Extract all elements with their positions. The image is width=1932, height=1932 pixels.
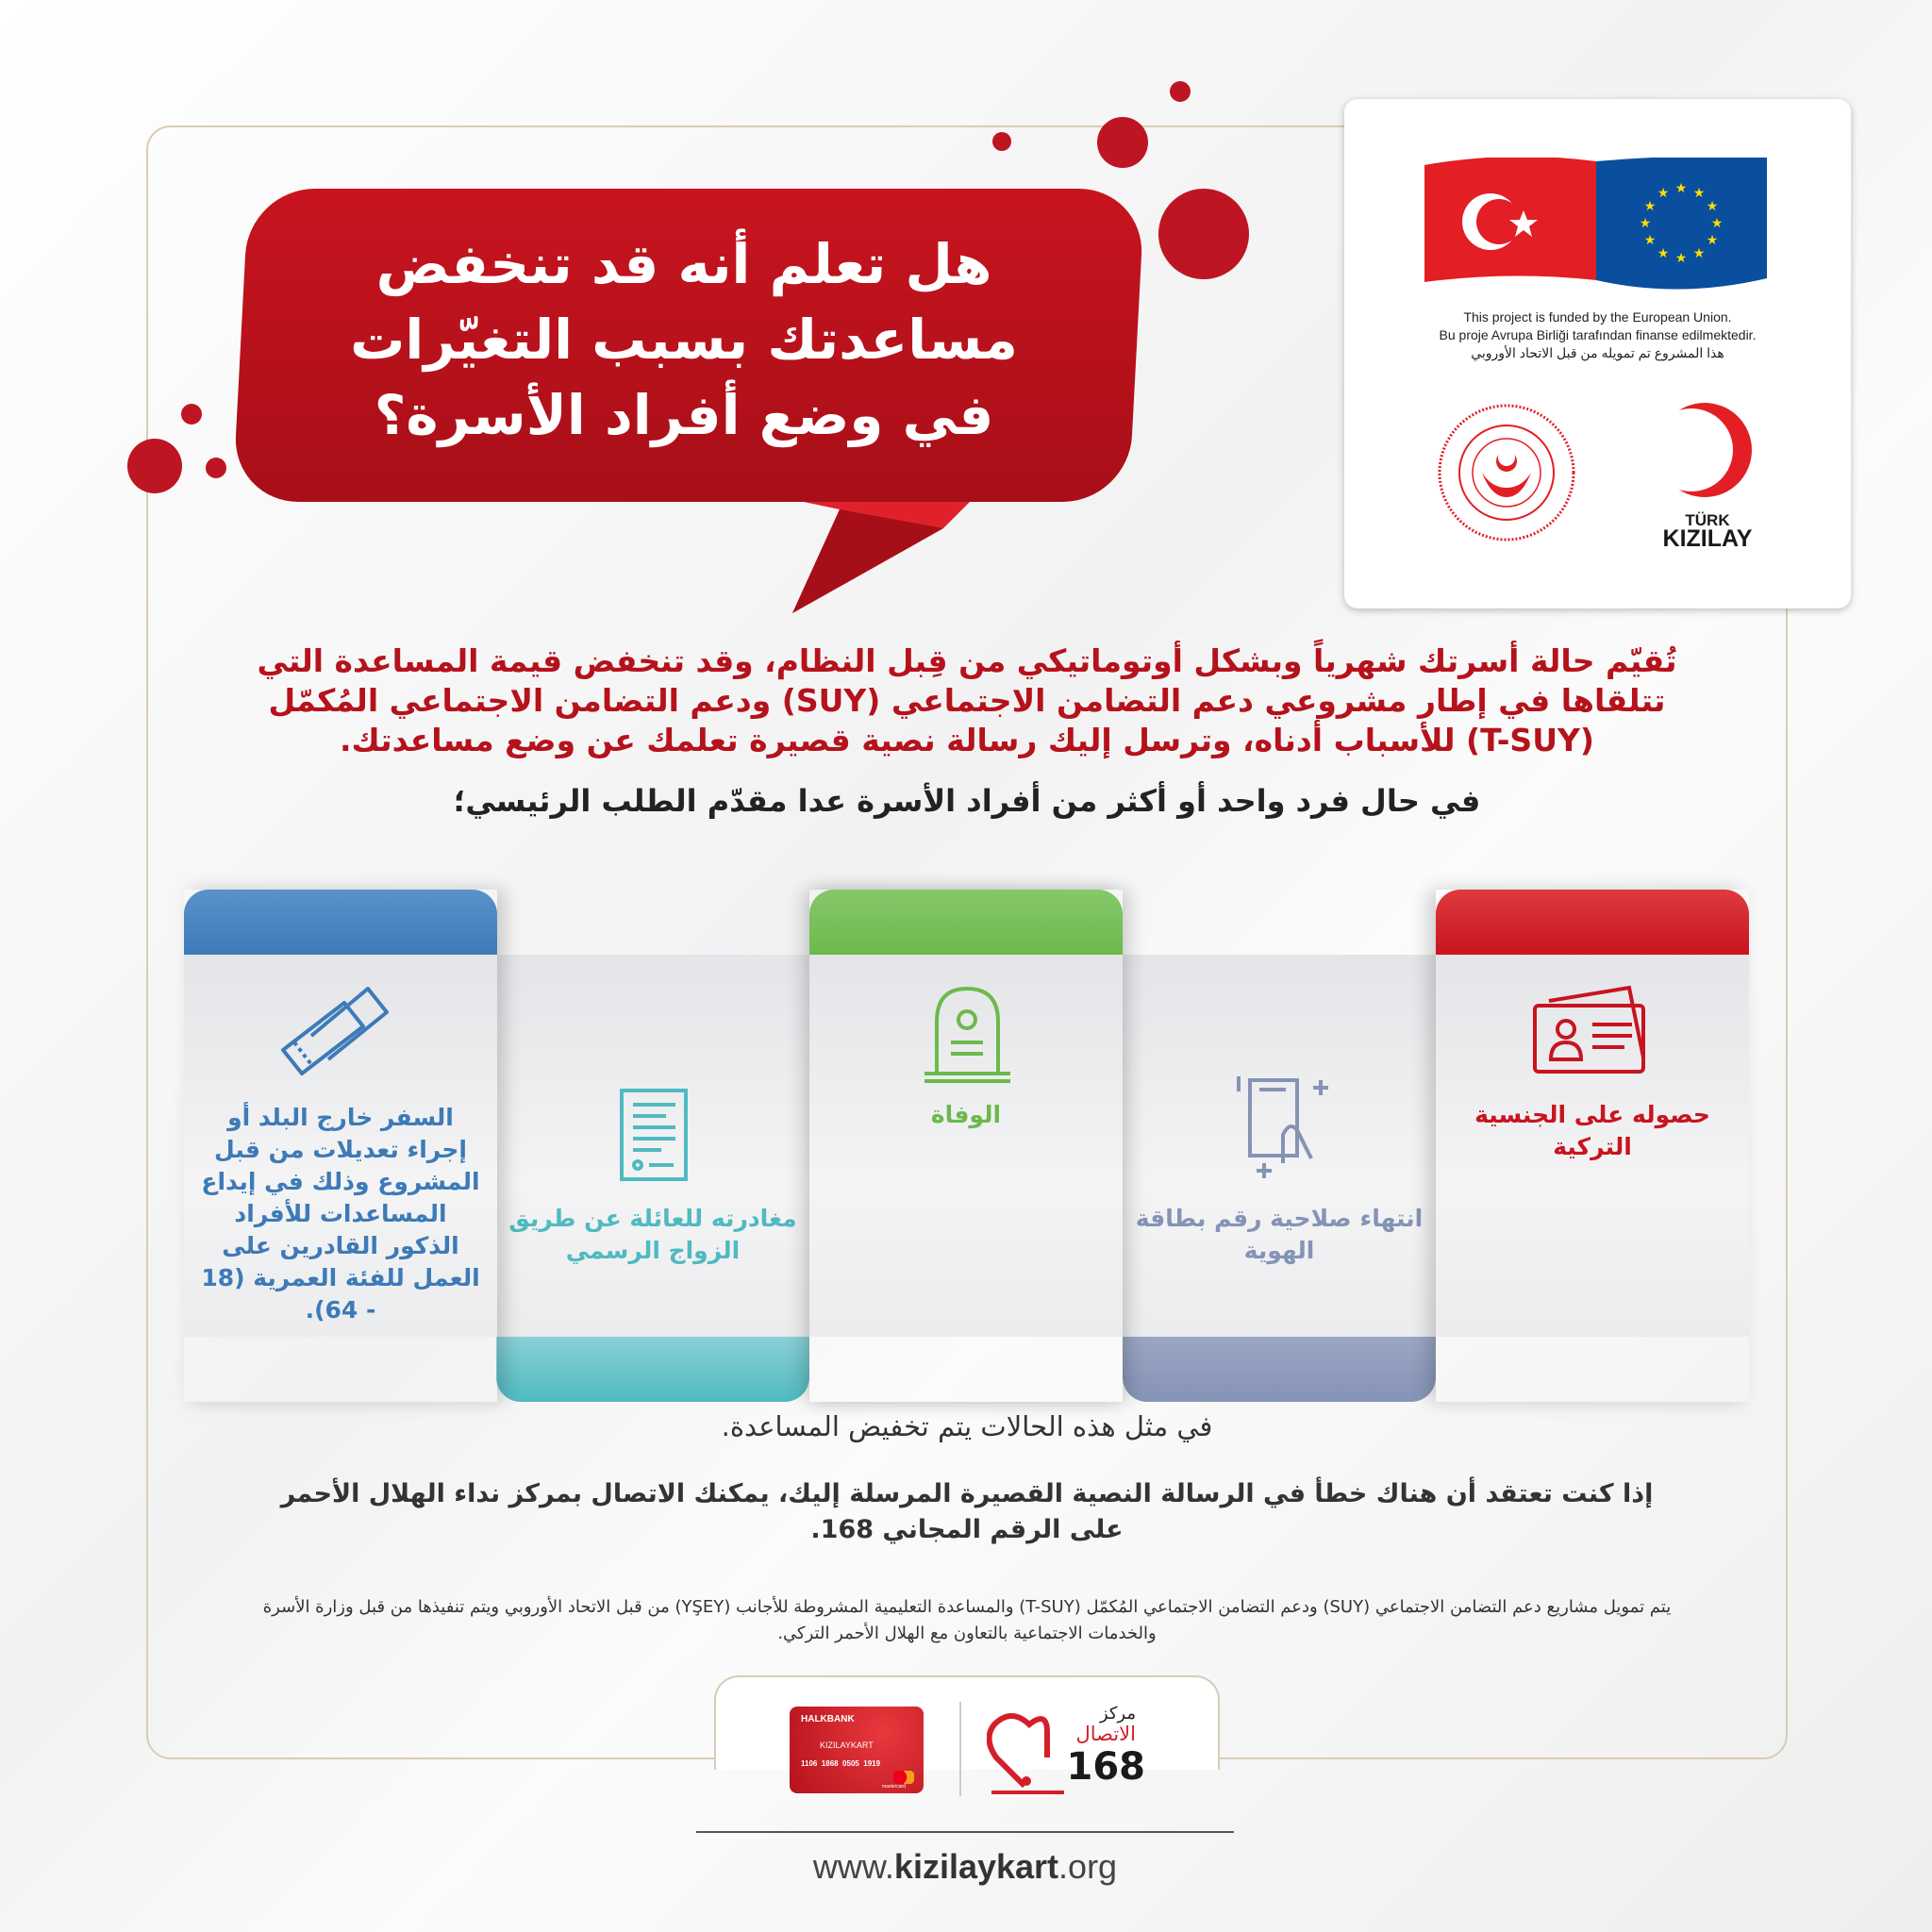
decor-dot [992, 132, 1011, 151]
url-suffix: .org [1058, 1847, 1118, 1886]
id-expiry-icon [1231, 1069, 1335, 1182]
funding-statement [1344, 308, 1851, 362]
svg-text:★: ★ [1692, 186, 1706, 201]
intro-paragraph: تُقيّم حالة أسرتك شهرياً وبشكل أوتوماتيكي من قِبل النظام، وقد تنخفض قيمة المساعدة التي تتلقاها في إطار مشروعي دعم التضامن الاجتماعي (SUY) ودعم التضامن الاجتماعي المُكمّل (T-SUY) للأسباب أدناه، وترسل إليك رسالة نصية قصيرة تعلمك عن وضع مساعدتك. [257, 642, 1677, 758]
ministry-seal-icon [1437, 403, 1576, 542]
funding-en: This project is funded by the European Union. [1463, 309, 1732, 325]
title-line: مساعدتك بسبب التغيّرات [350, 308, 1018, 372]
svg-text:★: ★ [1639, 216, 1652, 231]
decor-dot [127, 439, 182, 493]
reason-card-travel [184, 890, 497, 1402]
funding-ar: هذا المشروع تم تمويله من قبل الاتحاد الأوروبي [1471, 345, 1724, 360]
reason-card-death [809, 890, 1123, 1402]
ticket-icon [274, 984, 406, 1097]
card-brand: mastercard [882, 1784, 907, 1790]
mastercard-icon [893, 1771, 914, 1784]
decor-dot [181, 404, 202, 425]
title-line: في وضع أفراد الأسرة؟ [374, 383, 994, 447]
svg-text:★: ★ [1643, 233, 1657, 248]
footer-tab [714, 1675, 1220, 1790]
partner-logos-panel [1344, 99, 1851, 608]
card-name: KIZILAYKART [820, 1740, 874, 1750]
svg-text:★: ★ [1710, 216, 1724, 231]
card-bank: HALKBANK [801, 1714, 855, 1724]
reason-card-id-expiry [1123, 890, 1436, 1402]
kizilaykart-card-image [790, 1707, 924, 1793]
call-center-label-2: الاتصال [1075, 1723, 1136, 1745]
title-line: هل تعلم أنه قد تنخفض [375, 232, 992, 296]
kizilay-logo-bottom: KIZILAY [1662, 525, 1753, 552]
svg-text:★: ★ [1657, 186, 1670, 201]
reason-card-label: السفر خارج البلد أو إجراء تعديلات من قبل المشروع وذلك في إيداع المساعدات للأفراد الذكور القادرين على العمل للفئة العمرية (18 - 64). [201, 1104, 480, 1324]
svg-text:★: ★ [1706, 199, 1719, 214]
funding-tr: Bu proje Avrupa Birliği tarafından finanse edilmektedir. [1439, 327, 1757, 342]
red-crescent-icon [1656, 401, 1759, 505]
url-domain: kizilaykart [893, 1847, 1059, 1886]
card-number: 1106 1868 0505 1919 [801, 1759, 881, 1768]
contact-text: إذا كنت تعتقد أن هناك خطأ في الرسالة النصية القصيرة المرسلة إليك، يمكنك الاتصال بمركز نداء الهلال الأحمر على الرقم المجاني 168. [280, 1479, 1654, 1544]
reason-card-label: حصوله على الجنسية التركية [1474, 1101, 1710, 1160]
footer-divider [696, 1831, 1234, 1833]
svg-text:★: ★ [1674, 181, 1688, 196]
turkey-eu-flags-icon [1424, 158, 1769, 291]
id-card-icon [1530, 982, 1653, 1086]
kizilay-logo-top: TÜRK [1685, 511, 1730, 529]
decor-dot [1097, 117, 1148, 168]
url-prefix: www. [812, 1847, 894, 1886]
document-icon [619, 1088, 690, 1182]
decor-dot [206, 458, 226, 478]
svg-text:★: ★ [1643, 199, 1657, 214]
reason-card-label: الوفاة [930, 1101, 1002, 1128]
svg-text:★: ★ [1657, 246, 1670, 261]
reason-card-citizenship [1436, 890, 1749, 1402]
decor-dot [1170, 81, 1191, 102]
decor-dot [1158, 189, 1249, 279]
gravestone-icon [923, 984, 1012, 1088]
svg-text:★: ★ [1674, 251, 1688, 266]
svg-text:★: ★ [1692, 246, 1706, 261]
result-text: في مثل هذه الحالات يتم تخفيض المساعدة. [721, 1410, 1213, 1442]
funding-footnote: يتم تمويل مشاريع دعم التضامن الاجتماعي (SUY) ودعم التضامن الاجتماعي المُكمّل (T-SUY) والمساعدة التعليمية المشروطة للأجانب (YŞEY) من قبل الاتحاد الأوروبي ويتم تنفيذها من قبل وزارة الأسرة والخدمات الاجتماعية بالتعاون مع الهلال الأحمر التركي. [262, 1597, 1672, 1643]
call-center-number[interactable]: 168 [1066, 1745, 1145, 1789]
reason-card-label: مغادرته للعائلة عن طريق الزواج الرسمي [508, 1205, 797, 1264]
svg-text:★: ★ [1706, 233, 1719, 248]
reason-card-label: انتهاء صلاحية رقم بطاقة الهوية [1135, 1205, 1424, 1264]
page-title [283, 226, 1085, 453]
divider [959, 1702, 961, 1796]
condition-heading: في حال فرد واحد أو أكثر من أفراد الأسرة عدا مقدّم الطلب الرئيسي؛ [453, 783, 1481, 819]
reason-card-marriage [496, 890, 809, 1402]
website-link[interactable] [696, 1847, 1234, 1887]
call-center-label: مركز [1099, 1704, 1136, 1724]
